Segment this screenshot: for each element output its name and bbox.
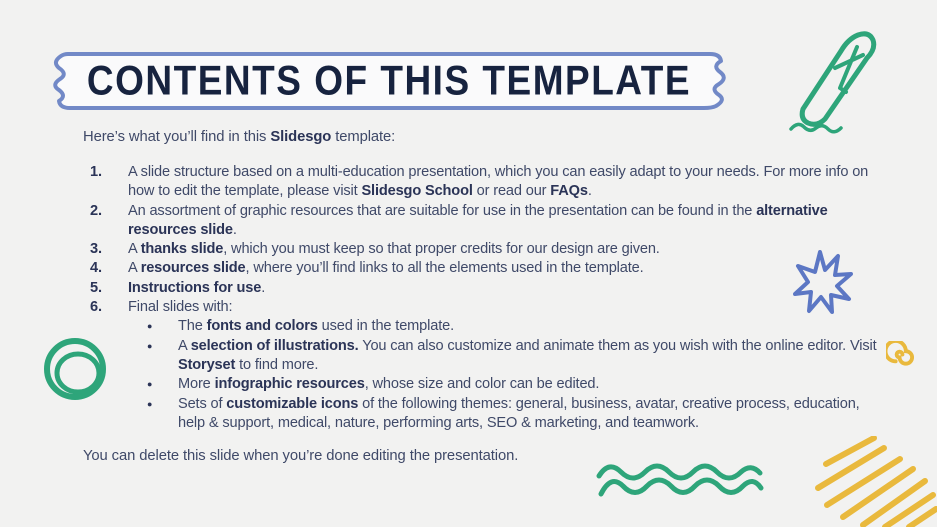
text-run: template: xyxy=(331,129,396,145)
bullet-icon: ● xyxy=(147,379,153,390)
bullet-icon: ● xyxy=(147,340,153,351)
numbered-item xyxy=(90,240,882,259)
waves-icon xyxy=(593,456,770,508)
bold-text: FAQs xyxy=(550,183,588,200)
sub-bullet-item xyxy=(147,395,882,434)
text-run: or read our xyxy=(472,183,551,200)
text-run: . xyxy=(587,183,592,200)
sub-item-text xyxy=(178,317,882,336)
item-number: 3. xyxy=(90,241,102,258)
page-title: CONTENTS OF THIS TEMPLATE xyxy=(86,57,692,104)
text-run: An assortment of graphic resources that are suitable for use in the presentation can be found in the xyxy=(128,202,757,219)
sub-item-text xyxy=(178,395,882,434)
item-text xyxy=(128,259,882,278)
pen-icon xyxy=(786,24,882,138)
text-run: More xyxy=(178,376,215,393)
item-text xyxy=(128,298,882,317)
bold-text: resources slide xyxy=(140,260,246,277)
text-run: , where you’ll find links to all the elements used in the template. xyxy=(245,260,644,277)
bold-text: Storyset xyxy=(178,356,236,373)
numbered-item xyxy=(90,259,882,278)
intro-text xyxy=(83,129,395,145)
text-run: Here’s what you’ll find in this xyxy=(83,129,271,145)
text-run: Sets of xyxy=(178,395,227,412)
text-run: A xyxy=(128,241,141,258)
bold-text: infographic resources xyxy=(214,376,365,393)
bold-text: fonts and colors xyxy=(206,318,318,335)
sub-item-text xyxy=(178,337,882,376)
item-number: 6. xyxy=(90,299,102,316)
bullet-icon: ● xyxy=(147,398,153,409)
scribble-icon xyxy=(812,436,937,527)
bullet-icon: ● xyxy=(147,321,153,332)
text-run: Final slides with: xyxy=(128,299,233,316)
numbered-list xyxy=(90,163,882,433)
spiral-icon xyxy=(886,341,915,370)
text-run: . xyxy=(232,221,237,238)
title-banner xyxy=(44,48,734,114)
numbered-item xyxy=(90,202,882,241)
bold-text: selection of illustrations. xyxy=(190,337,359,354)
item-text xyxy=(128,279,882,298)
text-run: to find more. xyxy=(235,356,319,373)
item-number: 1. xyxy=(90,164,102,180)
text-run: , which you must keep so that proper credits for our design are given. xyxy=(223,241,660,258)
item-number: 2. xyxy=(90,202,102,219)
text-run: A xyxy=(128,260,141,277)
bold-text: Slidesgo xyxy=(270,129,332,145)
text-run: , whose size and color can be edited. xyxy=(364,376,600,393)
sub-item-text xyxy=(178,375,882,394)
text-run: You can also customize and animate them as you wish with the online editor. Visit xyxy=(358,337,877,354)
sub-bullet-list xyxy=(147,317,882,433)
bold-text: Instructions for use xyxy=(128,279,262,296)
numbered-item xyxy=(90,298,882,317)
item-text xyxy=(128,163,882,202)
text-run: A xyxy=(178,337,191,354)
text-run: The xyxy=(178,318,207,335)
numbered-item xyxy=(90,279,882,298)
bold-text: customizable icons xyxy=(226,395,359,412)
sub-bullet-item xyxy=(147,375,882,394)
text-run: of the following themes: general, business, avatar, creative process, education, help & support, medical, nature, performing arts, SEO & marketing, and teamwork. xyxy=(178,395,860,431)
sub-bullet-item xyxy=(147,317,882,336)
item-text xyxy=(128,202,882,241)
item-number: 4. xyxy=(90,260,102,277)
text-run: used in the template. xyxy=(317,318,454,335)
item-number: 5. xyxy=(90,279,102,296)
footer-note: You can delete this slide when you’re done editing the presentation. xyxy=(83,448,519,464)
text-run: . xyxy=(261,279,266,296)
bold-text: alternative resources slide xyxy=(128,202,828,238)
numbered-item xyxy=(90,163,882,202)
sub-bullet-item xyxy=(147,337,882,376)
bold-text: Slidesgo School xyxy=(361,183,473,200)
text-run: A slide structure based on a multi-education presentation, which you can easily adapt to your needs. For more info on how to edit the template, please visit xyxy=(128,164,869,200)
bold-text: thanks slide xyxy=(140,241,224,258)
item-text xyxy=(128,240,882,259)
